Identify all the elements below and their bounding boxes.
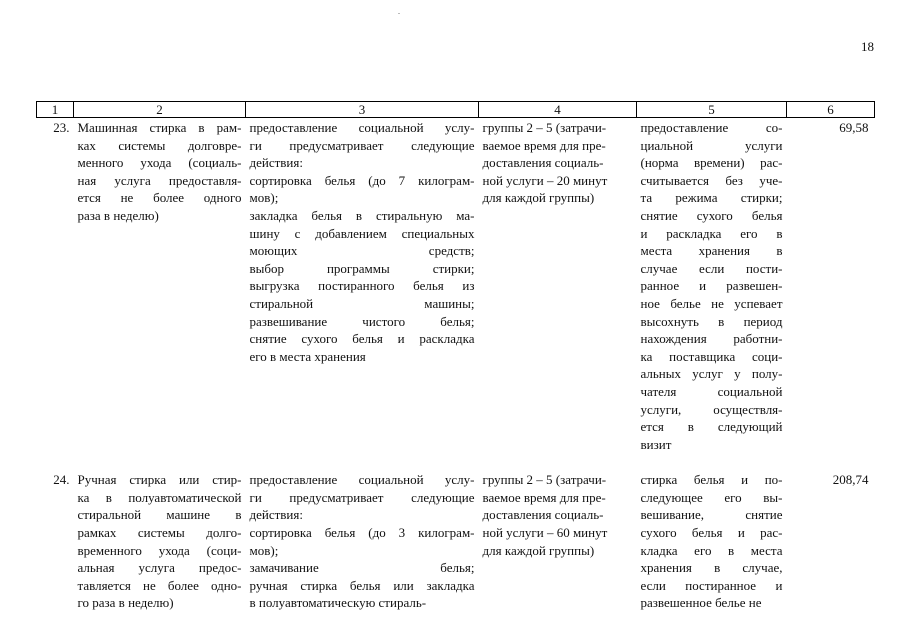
- text-line: Машинная стирка в рам-: [77, 120, 242, 135]
- text-line: действия:: [249, 155, 303, 171]
- text-line: сухого белья и рас-: [640, 525, 783, 541]
- text-line: ное белье не успевает: [640, 295, 783, 311]
- scan-speck: [398, 13, 400, 14]
- text-line: группы 2 – 5 (затрачи-: [482, 120, 607, 135]
- col-header-6: 6: [787, 102, 875, 118]
- text-line: услуги, осуществля-: [640, 401, 783, 417]
- recipient-groups: [479, 118, 637, 472]
- service-price: 69,58: [839, 120, 869, 135]
- text-line: го раза в неделю): [77, 595, 174, 611]
- text-line: предоставление социальной услу-: [249, 120, 475, 135]
- column-number-row: [37, 102, 875, 118]
- text-line: выбор программы стирки;: [249, 260, 475, 276]
- service-name: [74, 118, 246, 472]
- services-table: [36, 101, 875, 612]
- text-line: ется в следующий: [640, 419, 783, 435]
- page-number: 18: [861, 39, 874, 54]
- text-line: ранное и развешен-: [640, 278, 783, 294]
- text-line: если постиранное и: [640, 577, 783, 593]
- text-line: развешивание чистого белья;: [249, 313, 475, 329]
- text-line: стиральной машины;: [249, 295, 475, 311]
- service-conditions: [637, 118, 787, 472]
- text-line: ги предусматривает следующие: [249, 489, 475, 505]
- text-line: та режима стирки;: [640, 190, 783, 206]
- row-number: 24.: [53, 472, 70, 488]
- text-line: менного ухода (социаль-: [77, 155, 242, 171]
- text-line: ется не более одного: [77, 190, 242, 206]
- text-line: рамках системы долго-: [77, 525, 242, 541]
- text-line: ной услуги – 60 минут: [482, 525, 608, 541]
- service-content: [246, 471, 479, 612]
- text-line: высохнуть в период: [640, 313, 783, 329]
- text-line: в полуавтоматическую стираль-: [249, 595, 427, 611]
- table-row: [37, 118, 875, 472]
- text-line: его в места хранения: [249, 348, 366, 364]
- text-line: ваемое время для пре-: [482, 137, 606, 153]
- text-line: нахождения работни-: [640, 331, 783, 347]
- table-row: [37, 471, 875, 612]
- text-line: и раскладка его в: [640, 225, 783, 241]
- text-line: развешенное белье не: [640, 595, 762, 611]
- text-line: сортировка белья (до 7 килограм-: [249, 172, 475, 188]
- text-line: ной услуги – 20 минут: [482, 172, 608, 188]
- text-line: закладка белья в стиральную ма-: [249, 207, 475, 223]
- text-line: снятие сухого белья и раскладка: [249, 331, 475, 347]
- text-line: для каждой группы): [482, 190, 595, 206]
- recipient-groups: [479, 471, 637, 612]
- service-price: 208,74: [832, 472, 869, 488]
- text-line: замачивание белья;: [249, 560, 475, 576]
- text-line: доставления социаль-: [482, 155, 604, 171]
- text-line: стирка белья и по-: [640, 472, 783, 488]
- text-line: выгрузка постиранного белья из: [249, 278, 475, 294]
- text-line: вешивание, снятие: [640, 507, 783, 523]
- text-line: временного ухода (соци-: [77, 542, 242, 558]
- text-line: следующее его вы-: [640, 489, 783, 505]
- text-line: ка в полуавтоматической: [77, 489, 242, 505]
- text-line: мов);: [249, 542, 279, 558]
- text-line: случае если пости-: [640, 260, 783, 276]
- text-line: ги предусматривает следующие: [249, 137, 475, 153]
- text-line: шину с добавлением специальных: [249, 225, 475, 241]
- text-line: снятие сухого белья: [640, 207, 783, 223]
- text-line: (норма времени) рас-: [640, 155, 783, 171]
- text-line: сортировка белья (до 3 килограм-: [249, 525, 475, 541]
- text-line: Ручная стирка или стир-: [77, 472, 242, 488]
- text-line: места хранения в: [640, 243, 783, 259]
- text-line: альная услуга предос-: [77, 560, 242, 576]
- text-line: мов);: [249, 190, 279, 206]
- text-line: группы 2 – 5 (затрачи-: [482, 472, 607, 488]
- row-number: 23.: [53, 120, 70, 135]
- col-header-2: 2: [74, 102, 246, 118]
- text-line: хранения в случае,: [640, 560, 783, 576]
- col-header-1: 1: [37, 102, 74, 118]
- text-line: визит: [640, 436, 672, 452]
- text-line: считывается без уче-: [640, 172, 783, 188]
- service-content: [246, 118, 479, 472]
- col-header-4: 4: [479, 102, 637, 118]
- text-line: действия:: [249, 507, 303, 523]
- text-line: ках системы долговре-: [77, 137, 242, 153]
- text-line: ная услуга предоставля-: [77, 172, 242, 188]
- text-line: ка поставщика соци-: [640, 348, 783, 364]
- text-line: циальной услуги: [640, 137, 783, 153]
- text-line: чателя социальной: [640, 383, 783, 399]
- text-line: предоставление социальной услу-: [249, 472, 475, 488]
- text-line: кладка его в места: [640, 542, 783, 558]
- text-line: ручная стирка белья или закладка: [249, 577, 475, 593]
- text-line: моющих средств;: [249, 243, 475, 259]
- service-name: [74, 471, 246, 612]
- text-line: для каждой группы): [482, 542, 595, 558]
- text-line: доставления социаль-: [482, 507, 604, 523]
- text-line: тавляется не более одно-: [77, 577, 242, 593]
- text-line: альных услуг у полу-: [640, 366, 783, 382]
- text-line: ваемое время для пре-: [482, 489, 606, 505]
- col-header-3: 3: [246, 102, 479, 118]
- service-conditions: [637, 471, 787, 612]
- col-header-5: 5: [637, 102, 787, 118]
- text-line: раза в неделю): [77, 207, 159, 223]
- text-line: предоставление со-: [640, 120, 783, 135]
- text-line: стиральной машине в: [77, 507, 242, 523]
